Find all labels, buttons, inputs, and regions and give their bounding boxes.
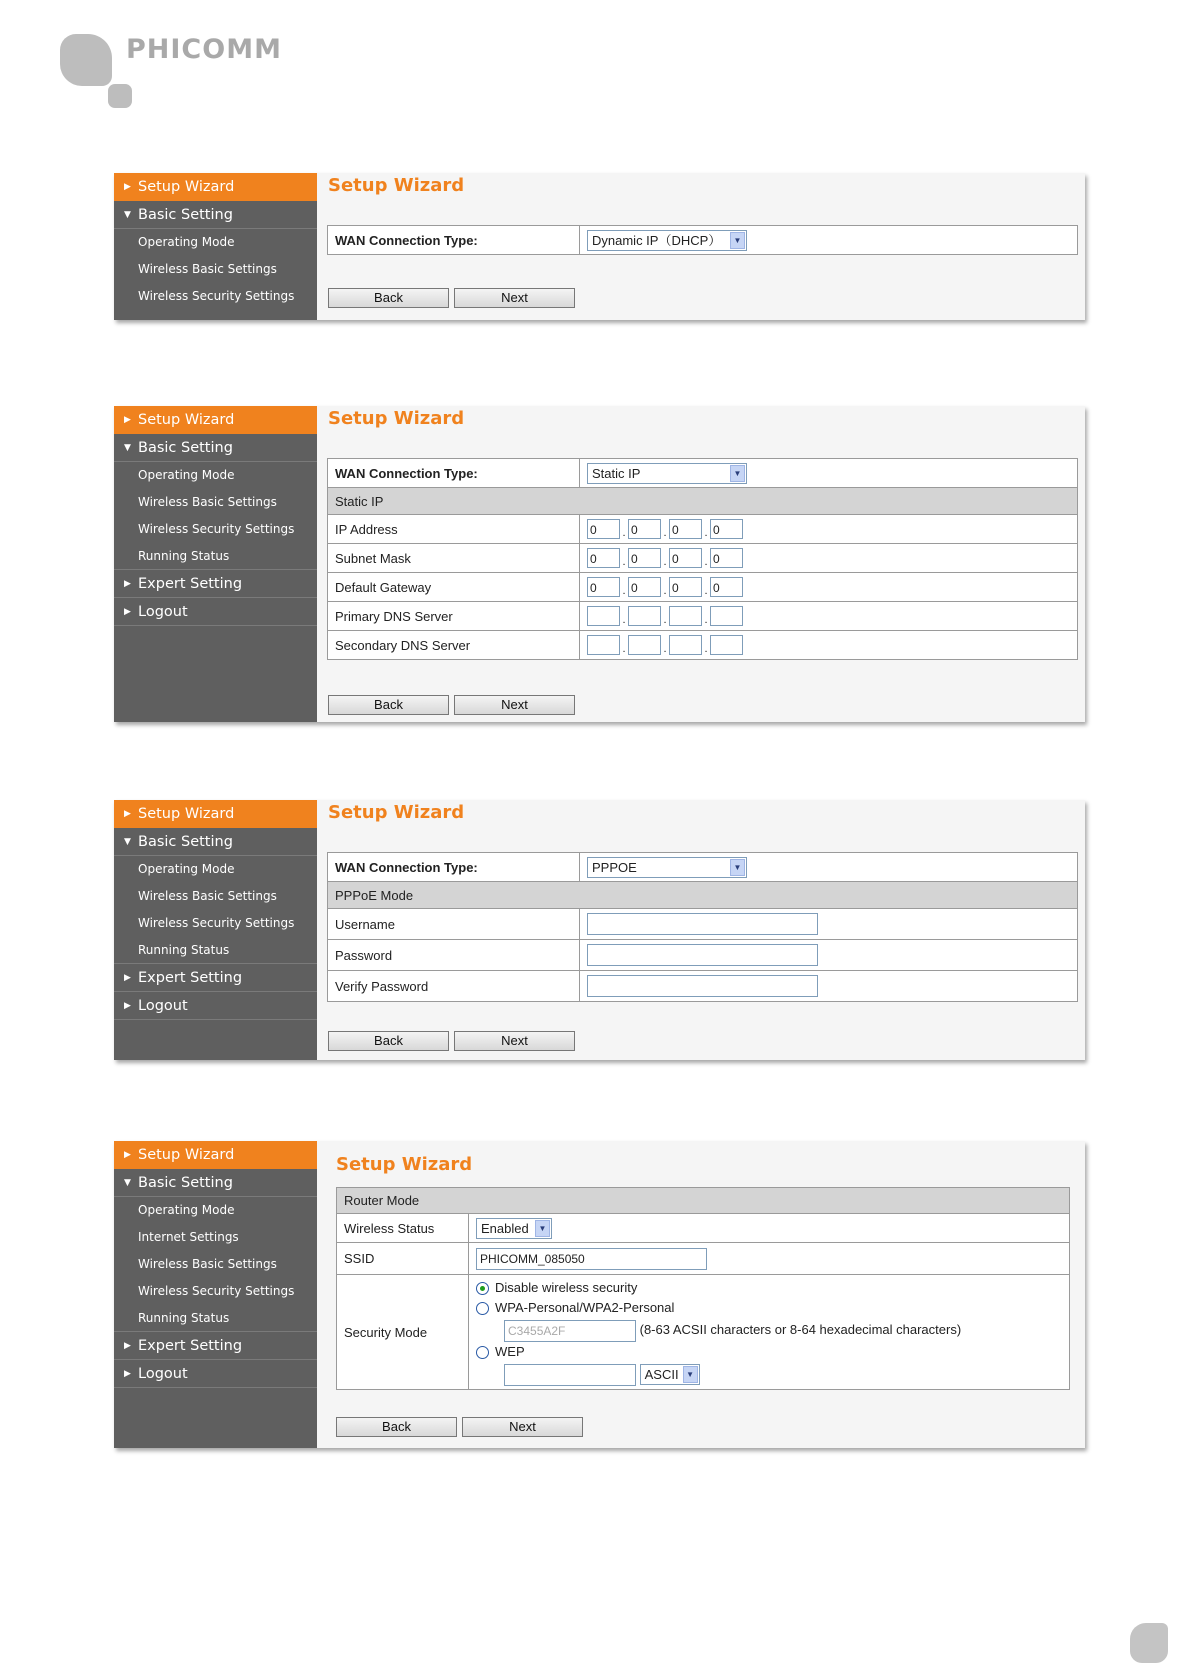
- option-disable[interactable]: Disable wireless security: [476, 1278, 1062, 1298]
- ip-octet-input[interactable]: [587, 635, 620, 655]
- wan-type-select[interactable]: Dynamic IP（DHCP） ▼: [587, 230, 747, 251]
- sidebar-item-wireless-basic[interactable]: Wireless Basic Settings: [138, 262, 277, 276]
- page-title: Setup Wizard: [328, 802, 465, 823]
- wireless-status-select[interactable]: Enabled ▼: [476, 1218, 552, 1239]
- ip-fields: . . .: [580, 631, 1078, 660]
- arrow-down-icon: ▼: [124, 1178, 131, 1188]
- password-input[interactable]: [587, 944, 818, 966]
- ip-octet-input[interactable]: [587, 606, 620, 626]
- verify-password-row: [328, 971, 1078, 1002]
- setup-wizard-panel-dhcp: [114, 173, 1085, 320]
- subnet-mask-row: [328, 544, 1078, 573]
- arrow-right-icon: ▶: [124, 579, 131, 589]
- ip-octet-input[interactable]: [628, 606, 661, 626]
- ip-octet-input[interactable]: 0: [628, 548, 661, 568]
- arrow-right-icon: ▶: [124, 1369, 131, 1379]
- next-button[interactable]: Next: [454, 288, 575, 308]
- back-button[interactable]: Back: [328, 1031, 449, 1051]
- nav-basic-setting[interactable]: ▼ Basic Setting: [114, 828, 317, 856]
- sidebar-item-wireless-basic[interactable]: Wireless Basic Settings: [138, 495, 277, 509]
- sidebar-item-wireless-security[interactable]: Wireless Security Settings: [138, 289, 295, 303]
- ip-octet-input[interactable]: 0: [710, 519, 743, 539]
- row-label: Security Mode: [337, 1275, 469, 1390]
- main-content: [317, 1141, 1085, 1448]
- main-content: [317, 173, 1085, 320]
- row-label: Password: [328, 940, 580, 971]
- row-label: Verify Password: [328, 971, 580, 1002]
- ip-fields: 0 . 0 . 0 . 0: [580, 573, 1078, 602]
- next-button[interactable]: Next: [454, 695, 575, 715]
- username-input[interactable]: [587, 913, 818, 935]
- verify-password-input[interactable]: [587, 975, 818, 997]
- arrow-down-icon: ▼: [124, 210, 131, 220]
- chevron-down-icon: ▼: [683, 1366, 698, 1383]
- wireless-form: [336, 1187, 1070, 1390]
- row-label: Default Gateway: [328, 573, 580, 602]
- ip-octet-input[interactable]: [628, 635, 661, 655]
- sidebar-item-running-status[interactable]: Running Status: [114, 1305, 317, 1332]
- arrow-right-icon: ▶: [124, 973, 131, 983]
- nav-basic-setting[interactable]: ▼ Basic Setting: [114, 1169, 317, 1197]
- primary-dns-row: [328, 602, 1078, 631]
- nav-setup-wizard[interactable]: ▶ Setup Wizard: [114, 800, 317, 828]
- page-title: Setup Wizard: [328, 175, 465, 196]
- next-button[interactable]: Next: [454, 1031, 575, 1051]
- wep-key-input[interactable]: [504, 1364, 636, 1386]
- phicomm-logo: [60, 34, 320, 114]
- nav-basic-setting[interactable]: ▼ Basic Setting: [114, 201, 317, 229]
- static-ip-form: [327, 458, 1078, 660]
- username-row: [328, 909, 1078, 940]
- sidebar-item-running-status[interactable]: Running Status: [114, 937, 317, 964]
- pppoe-form: [327, 852, 1078, 1002]
- row-label: Username: [328, 909, 580, 940]
- wpa-key-input[interactable]: C3455A2F: [504, 1320, 636, 1342]
- ip-octet-input[interactable]: [710, 635, 743, 655]
- sidebar-item-running-status[interactable]: Running Status: [114, 543, 317, 570]
- ssid-input[interactable]: PHICOMM_085050: [476, 1248, 707, 1270]
- sidebar-item-operating-mode[interactable]: Operating Mode: [138, 235, 235, 249]
- sidebar-item-wireless-security[interactable]: Wireless Security Settings: [138, 1284, 295, 1298]
- sidebar-item-internet-settings[interactable]: Internet Settings: [138, 1230, 239, 1244]
- ip-fields: 0 . 0 . 0 . 0: [580, 544, 1078, 573]
- arrow-right-icon: ▶: [124, 1001, 131, 1011]
- radio-icon[interactable]: [476, 1346, 489, 1359]
- sidebar-item-operating-mode[interactable]: Operating Mode: [138, 468, 235, 482]
- main-content: [317, 406, 1085, 722]
- wan-type-label: WAN Connection Type:: [328, 226, 580, 255]
- wan-form: [327, 225, 1078, 255]
- nav-expert-setting[interactable]: ▶ Expert Setting: [114, 1332, 317, 1360]
- sidebar: [114, 406, 317, 722]
- main-content: [317, 800, 1085, 1060]
- sidebar-item-operating-mode[interactable]: Operating Mode: [138, 1203, 235, 1217]
- ssid-row: [337, 1243, 1070, 1275]
- password-row: [328, 940, 1078, 971]
- wan-type-cell: [580, 226, 1078, 255]
- arrow-right-icon: ▶: [124, 182, 131, 192]
- ip-octet-input[interactable]: 0: [628, 577, 661, 597]
- nav-setup-wizard[interactable]: ▶ Setup Wizard: [114, 406, 317, 434]
- option-wpa[interactable]: WPA-Personal/WPA2-Personal: [476, 1298, 1062, 1318]
- wireless-status-row: [337, 1214, 1070, 1243]
- sidebar: [114, 800, 317, 1060]
- setup-wizard-panel-pppoe: [114, 800, 1085, 1060]
- nav-logout[interactable]: ▶ Logout: [114, 1360, 317, 1388]
- logo-mark: [60, 34, 112, 86]
- nav-setup-wizard[interactable]: ▶ Setup Wizard: [114, 1141, 317, 1169]
- sidebar-item-wireless-basic[interactable]: Wireless Basic Settings: [138, 889, 277, 903]
- ip-fields: . . .: [580, 602, 1078, 631]
- ip-octet-input[interactable]: 0: [669, 519, 702, 539]
- section-header: Static IP: [328, 488, 1078, 515]
- ip-address-row: [328, 515, 1078, 544]
- page-title: Setup Wizard: [336, 1154, 473, 1175]
- arrow-right-icon: ▶: [124, 1341, 131, 1351]
- row-label: Wireless Status: [337, 1214, 469, 1243]
- sidebar-item-wireless-security[interactable]: Wireless Security Settings: [138, 522, 295, 536]
- setup-wizard-panel-wireless: [114, 1141, 1085, 1448]
- row-label: Primary DNS Server: [328, 602, 580, 631]
- ip-octet-input[interactable]: 0: [669, 577, 702, 597]
- default-gateway-row: [328, 573, 1078, 602]
- section-header: Router Mode: [337, 1188, 1070, 1214]
- sidebar-item-operating-mode[interactable]: Operating Mode: [138, 862, 235, 876]
- wan-type-label: WAN Connection Type:: [328, 459, 580, 488]
- ip-octet-input[interactable]: [669, 606, 702, 626]
- row-label: SSID: [337, 1243, 469, 1275]
- brand-name: PHICOMM: [126, 34, 282, 65]
- ip-octet-input[interactable]: 0: [669, 548, 702, 568]
- ip-octet-input[interactable]: 0: [587, 577, 620, 597]
- page-title: Setup Wizard: [328, 408, 465, 429]
- option-wep[interactable]: WEP: [476, 1342, 1062, 1362]
- sidebar-item-wireless-basic[interactable]: Wireless Basic Settings: [138, 1257, 277, 1271]
- chevron-down-icon: ▼: [730, 232, 745, 249]
- chevron-down-icon: ▼: [535, 1220, 550, 1237]
- ip-octet-input[interactable]: [669, 635, 702, 655]
- wep-format-select[interactable]: ASCII ▼: [640, 1364, 700, 1385]
- back-button[interactable]: Back: [336, 1417, 457, 1437]
- arrow-down-icon: ▼: [124, 837, 131, 847]
- radio-selected-icon[interactable]: [476, 1282, 489, 1295]
- nav-expert-setting[interactable]: ▶ Expert Setting: [114, 964, 317, 992]
- ip-octet-input[interactable]: 0: [710, 577, 743, 597]
- back-button[interactable]: Back: [328, 695, 449, 715]
- nav-expert-setting[interactable]: ▶ Expert Setting: [114, 570, 317, 598]
- ip-octet-input[interactable]: 0: [587, 548, 620, 568]
- secondary-dns-row: [328, 631, 1078, 660]
- ip-fields: 0 . 0 . 0 . 0: [580, 515, 1078, 544]
- wan-type-select[interactable]: Static IP ▼: [587, 463, 747, 484]
- security-mode-row: [337, 1275, 1070, 1390]
- chevron-down-icon: ▼: [730, 465, 745, 482]
- arrow-right-icon: ▶: [124, 809, 131, 819]
- ip-octet-input[interactable]: 0: [587, 519, 620, 539]
- wan-type-label: WAN Connection Type:: [328, 853, 580, 882]
- arrow-right-icon: ▶: [124, 607, 131, 617]
- row-label: Secondary DNS Server: [328, 631, 580, 660]
- chevron-down-icon: ▼: [730, 859, 745, 876]
- logo-mark-small: [108, 84, 132, 108]
- next-button[interactable]: Next: [462, 1417, 583, 1437]
- ip-octet-input[interactable]: 0: [628, 519, 661, 539]
- row-label: IP Address: [328, 515, 580, 544]
- wan-type-cell: [580, 459, 1078, 488]
- arrow-right-icon: ▶: [124, 415, 131, 425]
- nav-logout[interactable]: ▶ Logout: [114, 598, 317, 626]
- setup-wizard-panel-static: [114, 406, 1085, 722]
- radio-icon[interactable]: [476, 1302, 489, 1315]
- section-header: PPPoE Mode: [328, 882, 1078, 909]
- sidebar: [114, 1141, 317, 1448]
- sidebar-item-wireless-security[interactable]: Wireless Security Settings: [138, 916, 295, 930]
- nav-logout[interactable]: ▶ Logout: [114, 992, 317, 1020]
- back-button[interactable]: Back: [328, 288, 449, 308]
- wan-type-cell: [580, 853, 1078, 882]
- arrow-right-icon: ▶: [124, 1150, 131, 1160]
- sidebar: [114, 173, 317, 320]
- nav-basic-setting[interactable]: ▼ Basic Setting: [114, 434, 317, 462]
- ip-octet-input[interactable]: 0: [710, 548, 743, 568]
- row-label: Subnet Mask: [328, 544, 580, 573]
- wpa-key-hint: (8-63 ACSII characters or 8-64 hexadecimal characters): [639, 1322, 962, 1337]
- ip-octet-input[interactable]: [710, 606, 743, 626]
- page-corner-badge: [1130, 1623, 1168, 1663]
- arrow-down-icon: ▼: [124, 443, 131, 453]
- wan-type-select[interactable]: PPPOE ▼: [587, 857, 747, 878]
- nav-setup-wizard[interactable]: ▶ Setup Wizard: [114, 173, 317, 201]
